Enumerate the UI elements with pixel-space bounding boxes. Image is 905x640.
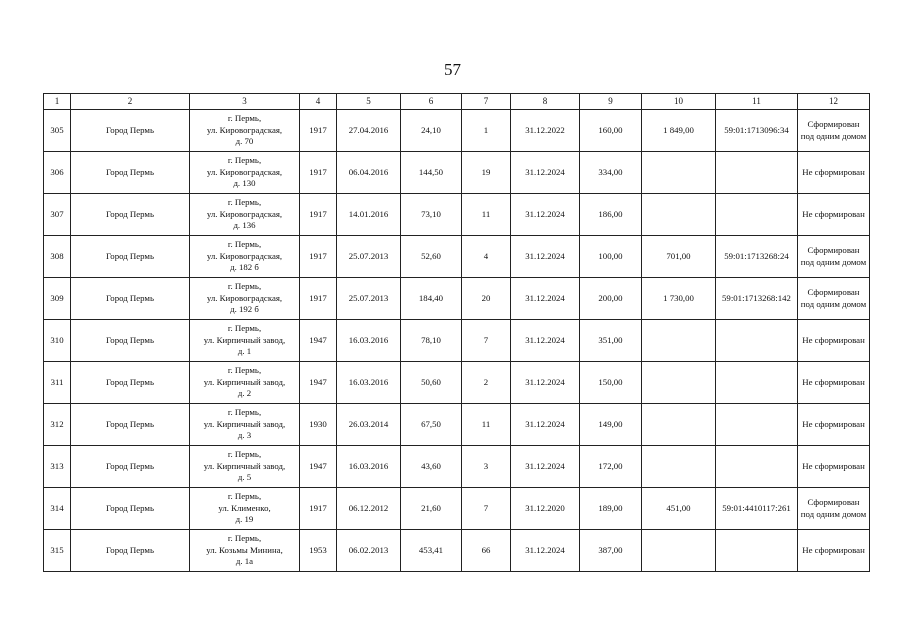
municipality-cell: Город Пермь — [71, 404, 190, 446]
address-line: г. Пермь, — [227, 491, 262, 502]
survey-date-cell: 16.03.2016 — [337, 320, 401, 362]
address-cell — [190, 530, 300, 572]
address-line: г. Пермь, — [227, 197, 262, 208]
area-cell: 67,50 — [401, 404, 462, 446]
row-number-cell: 313 — [44, 446, 71, 488]
column-header: 12 — [798, 94, 870, 110]
status-cell — [798, 236, 870, 278]
status-line: Не сформирован — [802, 208, 865, 219]
status-line: Сформирован — [807, 245, 860, 255]
address-line: г. Пермь, — [227, 281, 262, 292]
table-row — [44, 152, 870, 194]
area-cell: 21,60 — [401, 488, 462, 530]
table-row — [44, 320, 870, 362]
table-row — [44, 530, 870, 572]
address-line: ул. Кирпичный завод, — [203, 334, 286, 345]
residents-cell: 3 — [462, 446, 511, 488]
value-10-cell — [642, 194, 716, 236]
status-cell — [798, 110, 870, 152]
address-line: г. Пермь, — [227, 323, 262, 334]
address-line: г. Пермь, — [227, 113, 262, 124]
address-line: г. Пермь, — [227, 239, 262, 250]
value-9-cell: 149,00 — [580, 404, 642, 446]
row-number-cell: 308 — [44, 236, 71, 278]
survey-date-cell: 06.12.2012 — [337, 488, 401, 530]
table-row — [44, 278, 870, 320]
survey-date-cell: 14.01.2016 — [337, 194, 401, 236]
survey-date-cell: 06.04.2016 — [337, 152, 401, 194]
address-line: г. Пермь, — [227, 155, 262, 166]
status-cell — [798, 404, 870, 446]
address-line: д. 19 — [235, 514, 254, 525]
residents-cell: 66 — [462, 530, 511, 572]
area-cell: 453,41 — [401, 530, 462, 572]
page-number: 57 — [444, 60, 461, 79]
address-line: д. 1а — [235, 556, 254, 567]
deadline-cell: 31.12.2024 — [511, 362, 580, 404]
status-line: Не сформирован — [802, 418, 865, 429]
column-number-row — [44, 94, 870, 110]
address-cell — [190, 404, 300, 446]
address-cell — [190, 362, 300, 404]
value-10-cell — [642, 362, 716, 404]
status-line: Не сформирован — [802, 166, 865, 177]
area-cell: 52,60 — [401, 236, 462, 278]
address-cell — [190, 488, 300, 530]
address-line: ул. Кирпичный завод, — [203, 460, 286, 471]
address-cell — [190, 278, 300, 320]
cadastral-number-cell — [716, 320, 798, 362]
area-cell: 50,60 — [401, 362, 462, 404]
municipality-cell: Город Пермь — [71, 446, 190, 488]
column-header: 10 — [642, 94, 716, 110]
row-number-cell: 309 — [44, 278, 71, 320]
row-number-cell: 310 — [44, 320, 71, 362]
year-built-cell: 1947 — [300, 320, 337, 362]
status-cell — [798, 320, 870, 362]
value-9-cell: 387,00 — [580, 530, 642, 572]
area-cell: 73,10 — [401, 194, 462, 236]
address-cell — [190, 236, 300, 278]
value-9-cell: 160,00 — [580, 110, 642, 152]
survey-date-cell: 26.03.2014 — [337, 404, 401, 446]
status-cell — [798, 530, 870, 572]
status-cell — [798, 362, 870, 404]
address-cell — [190, 446, 300, 488]
municipality-cell: Город Пермь — [71, 320, 190, 362]
survey-date-cell: 27.04.2016 — [337, 110, 401, 152]
housing-registry-table — [43, 93, 870, 572]
value-10-cell — [642, 446, 716, 488]
municipality-cell: Город Пермь — [71, 488, 190, 530]
value-10-cell: 451,00 — [642, 488, 716, 530]
value-9-cell: 189,00 — [580, 488, 642, 530]
municipality-cell: Город Пермь — [71, 152, 190, 194]
status-cell — [798, 194, 870, 236]
deadline-cell: 31.12.2022 — [511, 110, 580, 152]
year-built-cell: 1917 — [300, 278, 337, 320]
address-line: д. 182 б — [230, 262, 259, 273]
area-cell: 78,10 — [401, 320, 462, 362]
residents-cell: 1 — [462, 110, 511, 152]
status-line: Не сформирован — [802, 376, 865, 387]
year-built-cell: 1953 — [300, 530, 337, 572]
table-row — [44, 446, 870, 488]
area-cell: 184,40 — [401, 278, 462, 320]
cadastral-number-cell: 59:01:1713268:142 — [716, 278, 798, 320]
column-header: 8 — [511, 94, 580, 110]
status-line: под одним домом — [800, 130, 867, 141]
status-line: Не сформирован — [802, 460, 865, 471]
value-10-cell — [642, 404, 716, 446]
address-line: ул. Кирпичный завод, — [203, 376, 286, 387]
deadline-cell: 31.12.2024 — [511, 278, 580, 320]
residents-cell: 19 — [462, 152, 511, 194]
value-9-cell: 351,00 — [580, 320, 642, 362]
address-cell — [190, 152, 300, 194]
column-header: 1 — [44, 94, 71, 110]
deadline-cell: 31.12.2024 — [511, 320, 580, 362]
residents-cell: 7 — [462, 320, 511, 362]
residents-cell: 20 — [462, 278, 511, 320]
status-line: Сформирован — [807, 287, 860, 297]
municipality-cell: Город Пермь — [71, 194, 190, 236]
address-line: ул. Козьмы Минина, — [206, 544, 283, 555]
residents-cell: 4 — [462, 236, 511, 278]
column-header: 4 — [300, 94, 337, 110]
address-cell — [190, 110, 300, 152]
table-row — [44, 110, 870, 152]
table-row — [44, 194, 870, 236]
address-line: д. 3 — [237, 430, 252, 441]
deadline-cell: 31.12.2024 — [511, 530, 580, 572]
survey-date-cell: 16.03.2016 — [337, 362, 401, 404]
address-line: ул. Кировоградская, — [206, 166, 283, 177]
year-built-cell: 1917 — [300, 152, 337, 194]
cadastral-number-cell — [716, 362, 798, 404]
survey-date-cell: 16.03.2016 — [337, 446, 401, 488]
address-line: ул. Кировоградская, — [206, 250, 283, 261]
residents-cell: 11 — [462, 404, 511, 446]
address-cell — [190, 320, 300, 362]
cadastral-number-cell: 59:01:1713096:34 — [716, 110, 798, 152]
column-header: 5 — [337, 94, 401, 110]
table-row — [44, 362, 870, 404]
status-line: Не сформирован — [802, 544, 865, 555]
deadline-cell: 31.12.2024 — [511, 446, 580, 488]
cadastral-number-cell — [716, 404, 798, 446]
address-line: ул. Кировоградская, — [206, 292, 283, 303]
year-built-cell: 1917 — [300, 110, 337, 152]
value-9-cell: 150,00 — [580, 362, 642, 404]
cadastral-number-cell — [716, 530, 798, 572]
status-line: Сформирован — [807, 497, 860, 507]
column-header: 9 — [580, 94, 642, 110]
value-10-cell — [642, 152, 716, 194]
row-number-cell: 311 — [44, 362, 71, 404]
address-line: г. Пермь, — [227, 533, 262, 544]
status-cell — [798, 446, 870, 488]
row-number-cell: 312 — [44, 404, 71, 446]
cadastral-number-cell — [716, 194, 798, 236]
address-cell — [190, 194, 300, 236]
value-9-cell: 200,00 — [580, 278, 642, 320]
status-line: под одним домом — [800, 298, 867, 309]
municipality-cell: Город Пермь — [71, 110, 190, 152]
address-line: г. Пермь, — [227, 365, 262, 376]
address-line: ул. Кировоградская, — [206, 208, 283, 219]
address-line: г. Пермь, — [227, 407, 262, 418]
address-line: д. 130 — [233, 178, 256, 189]
cadastral-number-cell — [716, 446, 798, 488]
address-line: д. 192 б — [230, 304, 259, 315]
address-line: д. 136 — [233, 220, 256, 231]
address-line: г. Пермь, — [227, 449, 262, 460]
cadastral-number-cell: 59:01:1713268:24 — [716, 236, 798, 278]
residents-cell: 2 — [462, 362, 511, 404]
municipality-cell: Город Пермь — [71, 362, 190, 404]
deadline-cell: 31.12.2024 — [511, 152, 580, 194]
year-built-cell: 1930 — [300, 404, 337, 446]
status-cell — [798, 488, 870, 530]
row-number-cell: 307 — [44, 194, 71, 236]
municipality-cell: Город Пермь — [71, 236, 190, 278]
address-line: ул. Кировоградская, — [206, 124, 283, 135]
column-header: 3 — [190, 94, 300, 110]
residents-cell: 7 — [462, 488, 511, 530]
residents-cell: 11 — [462, 194, 511, 236]
status-line: под одним домом — [800, 256, 867, 267]
value-10-cell — [642, 320, 716, 362]
deadline-cell: 31.12.2024 — [511, 236, 580, 278]
value-9-cell: 172,00 — [580, 446, 642, 488]
municipality-cell: Город Пермь — [71, 278, 190, 320]
value-10-cell: 701,00 — [642, 236, 716, 278]
area-cell: 144,50 — [401, 152, 462, 194]
table-body — [44, 110, 870, 572]
column-header: 6 — [401, 94, 462, 110]
value-9-cell: 100,00 — [580, 236, 642, 278]
column-header: 2 — [71, 94, 190, 110]
survey-date-cell: 25.07.2013 — [337, 236, 401, 278]
status-line: под одним домом — [800, 508, 867, 519]
deadline-cell: 31.12.2024 — [511, 194, 580, 236]
table-row — [44, 236, 870, 278]
area-cell: 24,10 — [401, 110, 462, 152]
cadastral-number-cell: 59:01:4410117:261 — [716, 488, 798, 530]
cadastral-number-cell — [716, 152, 798, 194]
row-number-cell: 306 — [44, 152, 71, 194]
year-built-cell: 1917 — [300, 236, 337, 278]
value-9-cell: 186,00 — [580, 194, 642, 236]
municipality-cell: Город Пермь — [71, 530, 190, 572]
year-built-cell: 1947 — [300, 362, 337, 404]
value-10-cell: 1 730,00 — [642, 278, 716, 320]
row-number-cell: 315 — [44, 530, 71, 572]
status-cell — [798, 152, 870, 194]
column-header: 11 — [716, 94, 798, 110]
survey-date-cell: 06.02.2013 — [337, 530, 401, 572]
table-row — [44, 404, 870, 446]
status-cell — [798, 278, 870, 320]
value-10-cell: 1 849,00 — [642, 110, 716, 152]
row-number-cell: 314 — [44, 488, 71, 530]
year-built-cell: 1917 — [300, 488, 337, 530]
survey-date-cell: 25.07.2013 — [337, 278, 401, 320]
status-line: Сформирован — [807, 119, 860, 129]
address-line: д. 2 — [237, 388, 252, 399]
column-header: 7 — [462, 94, 511, 110]
year-built-cell: 1917 — [300, 194, 337, 236]
address-line: ул. Клименко, — [218, 502, 271, 513]
year-built-cell: 1947 — [300, 446, 337, 488]
status-line: Не сформирован — [802, 334, 865, 345]
address-line: д. 1 — [237, 346, 252, 357]
area-cell: 43,60 — [401, 446, 462, 488]
value-9-cell: 334,00 — [580, 152, 642, 194]
address-line: ул. Кирпичный завод, — [203, 418, 286, 429]
table-row — [44, 488, 870, 530]
row-number-cell: 305 — [44, 110, 71, 152]
address-line: д. 5 — [237, 472, 252, 483]
value-10-cell — [642, 530, 716, 572]
address-line: д. 70 — [235, 136, 254, 147]
deadline-cell: 31.12.2024 — [511, 404, 580, 446]
deadline-cell: 31.12.2020 — [511, 488, 580, 530]
